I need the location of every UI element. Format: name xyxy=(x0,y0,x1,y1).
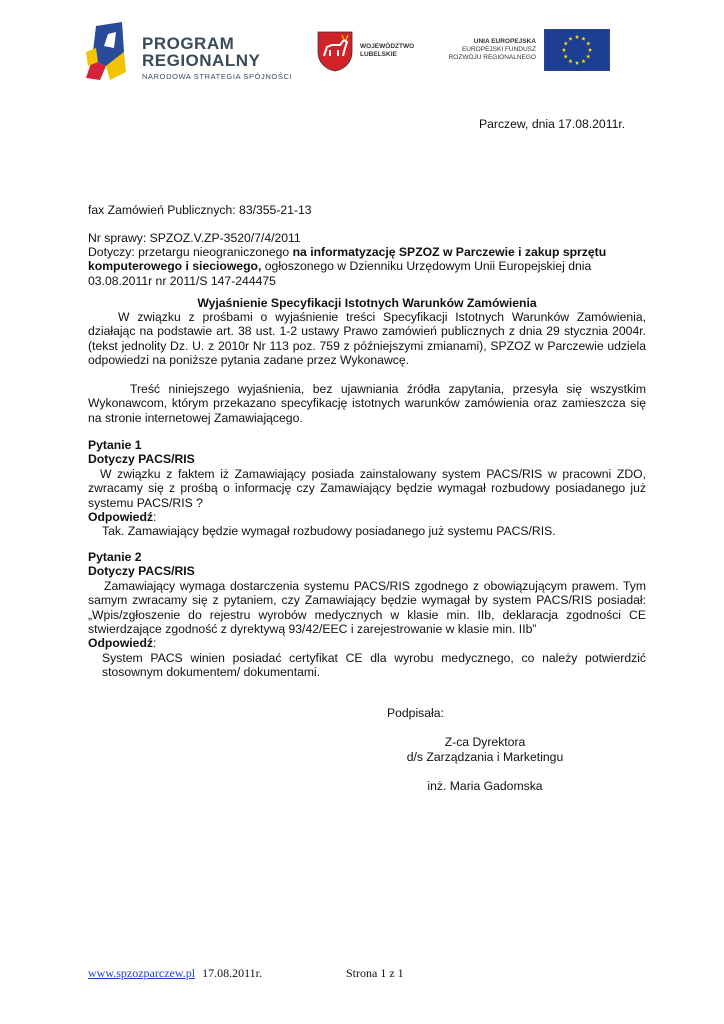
ue-line3: ROZWOJU REGIONALNEGO xyxy=(448,54,536,61)
question-1-heading: Pytanie 1 xyxy=(88,438,142,452)
footer xyxy=(88,966,418,981)
question-2-topic: Dotyczy PACS/RIS xyxy=(88,564,195,579)
program-line1: PROGRAM xyxy=(142,34,235,53)
wojewodztwo-label xyxy=(360,43,414,59)
intro-paragraph-1: W związku z prośbami o wyjaśnienie treści Specyfikacji Istotnych Warunków Zamówienia, działając na podstawie art. 38 ust. 1-2 ustawy Prawo zamówień publicznych z dnia 29 stycznia 2004r. (tekst jednolity Dz. U. z 2010r Nr 113 poz. 759 z późniejszymi zmianami), SPZOZ w Parczewie udziela odpowiedzi na poniższe pytania zadane przez Wykonawcę. xyxy=(88,310,646,368)
eu-flag-icon xyxy=(544,29,610,71)
question-1-topic: Dotyczy PACS/RIS xyxy=(88,452,195,467)
question-2-heading: Pytanie 2 xyxy=(88,550,142,564)
place-date: Parczew, dnia 17.08.2011r. xyxy=(479,117,626,131)
wojewodztwo-line1: WOJEWÓDZTWO xyxy=(360,43,415,50)
document-title-text: Wyjaśnienie Specyfikacji Istotnych Warunków Zamówienia xyxy=(197,296,537,310)
question-1-answer-label: Odpowiedź xyxy=(88,510,153,525)
signature-role-line1: Z-ca Dyrektora xyxy=(444,735,526,749)
program-line3: NARODOWA STRATEGIA SPÓJNOŚCI xyxy=(142,72,293,81)
footer-date: 17.08.2011r. xyxy=(202,966,262,980)
wojewodztwo-line2: LUBELSKIE xyxy=(360,51,397,58)
document-title xyxy=(88,296,646,310)
program-regionalny-emblem-icon xyxy=(86,22,136,82)
ue-line1: UNIA EUROPEJSKA xyxy=(473,38,536,45)
question-1-text: W związku z faktem iż Zamawiający posiada zainstalowany system PACS/RIS w pracowni ZDO, zwracamy się z prośbą o informację czy Zamawiający będzie wymagał rozbudowy posiadanego już systemu PACS/RIS ? xyxy=(88,466,646,510)
signature-block xyxy=(380,735,590,794)
lubelskie-coat-of-arms xyxy=(316,30,354,72)
fax-line: fax Zamówień Publicznych: 83/355-21-13 xyxy=(88,203,312,217)
eu-fund-label xyxy=(440,38,536,62)
intro-paragraph-2: Treść niniejszego wyjaśnienia, bez ujawniania źródła zapytania, przesyła się wszystkim Wykonawcom, którym przekazano specyfikację istotnych warunków zamówienia oraz zamieszcza się na stronie internetowej Zamawiającego. xyxy=(88,382,646,425)
question-1-answer: Tak. Zamawiający będzie wymagał rozbudowy posiadanego już systemu PACS/RIS. xyxy=(102,524,556,539)
program-line2: REGIONALNY xyxy=(142,51,261,70)
question-2-answer: System PACS winien posiadać certyfikat CE dla wyrobu medycznego, co należy potwierdzić stosownym dokumentem/ dokumentami. xyxy=(102,650,646,680)
subject-prefix: Dotyczy: przetargu nieograniczonego xyxy=(88,245,293,259)
eu-flag xyxy=(544,29,610,71)
footer-website-link[interactable]: www.spzozparczew.pl xyxy=(88,966,196,980)
signature-name: inż. Maria Gadomska xyxy=(427,779,543,793)
program-regionalny-wordmark xyxy=(142,35,292,81)
subject-suffix: ogłoszonego w Dzienniku Urzędowym Unii Europejskiej dnia 03.08.2011r nr 2011/S 147-244475 xyxy=(88,259,592,288)
question-2-text: Zamawiający wymaga dostarczenia systemu PACS/RIS zgodnego z obowiązującym prawem. Tym samym zwracamy się z pytaniem, czy Zamawiający będzie wymagał by system PACS/RIS posiadał: „Wpis/zgłoszenie do rejestru wyrobów medycznych w klasie min. IIb, deklaracja zgodności CE stwierdzające zgodność z dyrektywą 93/42/EEC i zarejestrowanie w klasie min. IIb” xyxy=(88,578,646,637)
coat-of-arms-icon xyxy=(316,30,354,72)
signature-role-line2: d/s Zarządzania i Marketingu xyxy=(406,750,564,764)
question-2: Pytanie 2 Dotyczy PACS/RIS Zamawiający wymaga dostarczenia systemu PACS/RIS zgodnego z obowiązującym prawem. Tym samym zwracamy się z pytaniem, czy Zamawiający będzie wymagał by system PACS/RIS posiadał: „Wpis/zgłoszenie do rejestru wyrobów medycznych w klasie min. IIb, deklaracja zgodności CE stwierdzające zgodność z dyrektywą 93/42/EEC i zarejestrowanie w klasie min. IIb” Odpowiedź: System PACS winien posiadać certyfikat CE dla wyrobu medycznego, co należy potwierdzić stosownym dokumentem/ dokumentami. xyxy=(88,550,646,680)
footer-page-number: Strona 1 z 1 xyxy=(346,966,404,980)
program-regionalny-logo xyxy=(86,22,136,82)
question-1: Pytanie 1 Dotyczy PACS/RIS W związku z faktem iż Zamawiający posiada zainstalowany system PACS/RIS w pracowni ZDO, zwracamy się z prośbą o informację czy Zamawiający będzie wymagał rozbudowy posiadanego już systemu PACS/RIS ? Odpowiedź: Tak. Zamawiający będzie wymagał rozbudowy posiadanego już systemu PACS/RIS. xyxy=(88,438,646,539)
signature-label: Podpisała: xyxy=(387,706,444,720)
subject xyxy=(88,245,646,288)
subject-bold: na informatyzację SPZOZ w Parczewie i zakup sprzętu komputerowego i sieciowego, xyxy=(88,245,607,274)
ue-line2: EUROPEJSKI FUNDUSZ xyxy=(461,46,536,53)
case-number: Nr sprawy: SPZOZ.V.ZP-3520/7/4/2011 xyxy=(88,231,301,245)
question-2-answer-label: Odpowiedź xyxy=(88,636,153,651)
